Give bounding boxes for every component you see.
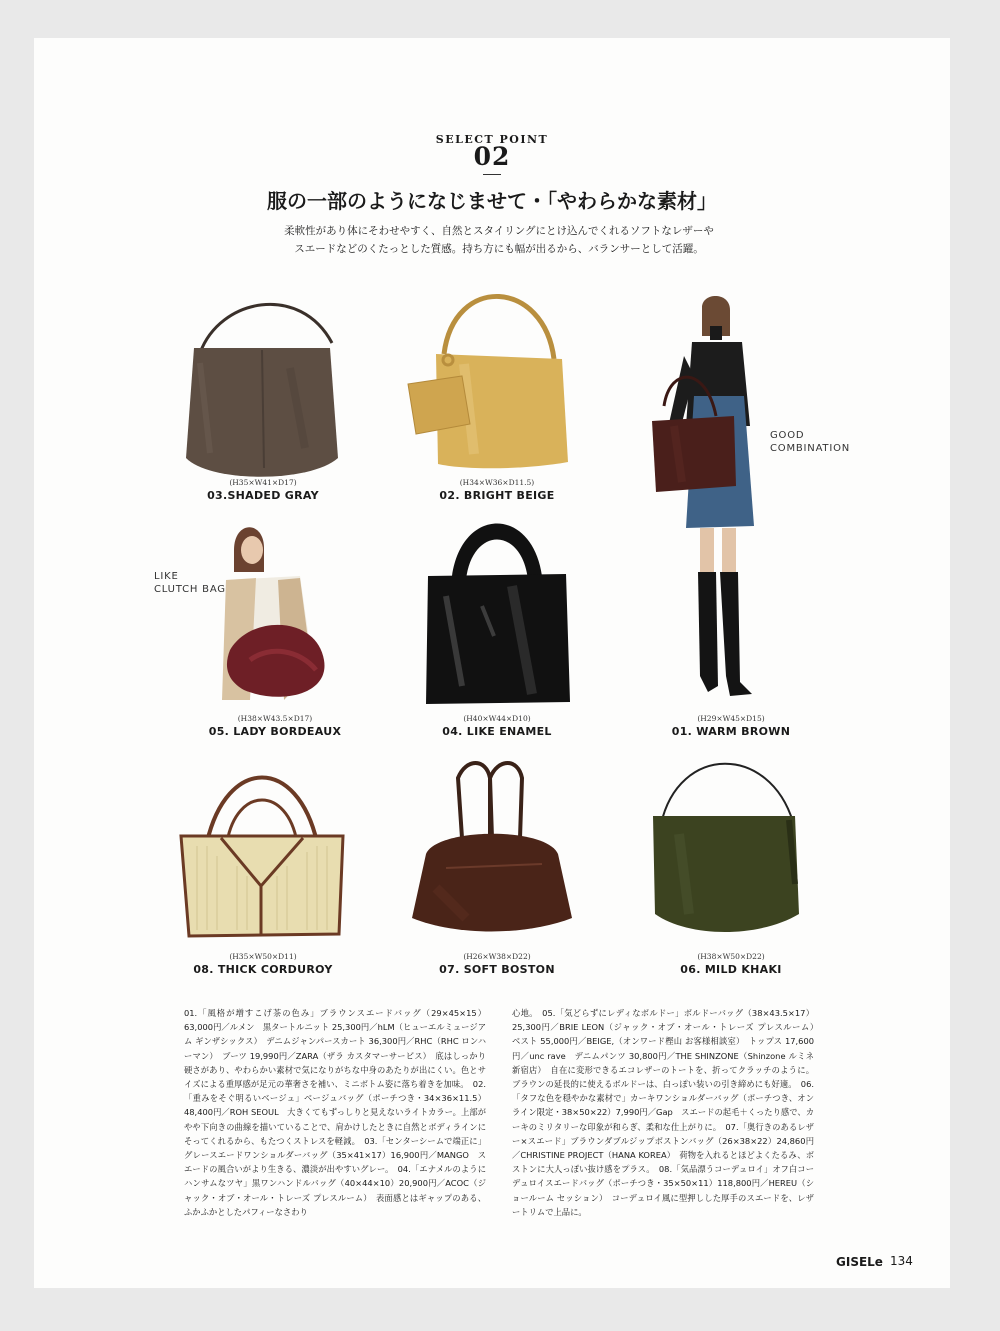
lede-line-1: 柔軟性があり体にそわせやすく、自然とスタイリングにとけ込んでくれるソフトなレザーや — [284, 225, 714, 237]
note-like-clutch-bag — [154, 570, 226, 596]
bag-image-02 — [404, 284, 574, 474]
lede-paragraph — [264, 222, 734, 258]
caption-06: 06. MILD KHAKI — [680, 963, 782, 976]
note-good-line-2: COMBINATION — [770, 443, 851, 454]
section-number: 02 — [473, 142, 511, 171]
dims-06: (H38×W50×D22) — [697, 952, 765, 961]
note-good-combination — [770, 429, 850, 455]
caption-08: 08. THICK CORDUROY — [193, 963, 333, 976]
magazine-page — [34, 38, 950, 1288]
dims-02: (H34×W36×D11.5) — [459, 478, 535, 487]
folio-page-number: 134 — [890, 1254, 913, 1268]
dims-03: (H35×W41×D17) — [229, 478, 297, 487]
folio-brand: GISELe — [836, 1255, 883, 1269]
caption-02: 02. BRIGHT BEIGE — [439, 489, 555, 502]
bag-image-08 — [177, 766, 347, 938]
bag-image-04 — [422, 516, 572, 706]
dims-08: (H35×W50×D11) — [229, 952, 297, 961]
number-underline — [483, 174, 501, 175]
note-good-line-1: GOOD — [770, 430, 805, 441]
dims-07: (H26×W38×D22) — [463, 952, 531, 961]
page-headline: 服の一部のようになじませて・「やわらかな素材」 — [267, 189, 717, 213]
section-kicker: SELECT POINT — [435, 133, 549, 146]
bag-image-07 — [406, 758, 576, 936]
body-text-right: 心地。 05.「気どらずにレディなボルドー」ボルドーバッグ（38×43.5×17）25,300円／BRIE LEON（ジャック・オブ・オール・トレーズ プレスルーム） ベスト 55,000円／BEIGE,（オンワード樫山 お客様相談室） トップス 17,600円／unc rave デニムパンツ 30,800円／THE SHINZONE（Shinzone ルミネ新宿店） 自在に変形できるエコレザーのトートを、折ってクラッチのように。ブラウンの延長的に使えるボルドーは、白っぽい装いの引き締めにも好適。 06.「タフな色を穏やかな素材で」カーキワンショルダーバッグ（ポーチつき、オンライン限定・38×50×22）7,990円／Gap スエードの起毛＋くったり感で、カーキのミリタリーな印象が和らぎ、柔和な仕上がりに。 07.「奥行きのあるレザー×スエード」ブラウンダブルジップボストンバッグ（26×38×22）24,860円／CHRISTINE PROJECT（HANA KOREA） 荷物を入れるとほどよくたるみ、ボストンに大人っぽい抜け感をプラス。 08.「気品漂うコーデュロイ」オフ白コーデュロイスエードバッグ（ポーチつき・35×50×11）118,800円／HEREU（ショールーム セッション） コーデュロイ風に型押しした厚手のスエードを、レザートリムで上品に。 — [512, 1008, 823, 1217]
note-like-line-2: CLUTCH BAG — [154, 584, 226, 595]
dims-01: (H29×W45×D15) — [697, 714, 765, 723]
dims-05: (H38×W43.5×D17) — [237, 714, 313, 723]
caption-03: 03.SHADED GRAY — [207, 489, 319, 502]
model-image-01 — [634, 296, 774, 706]
body-text-left: 01.「風格が増すこげ茶の色み」ブラウンスエードバッグ（29×45×15）63,000円／ルメン 黒タートルニット 25,300円／hLM（ヒューエルミュージアム ギンザシックス） デニムジャンパースカート 36,300円／RHC（RHC ロンハーマン） ブーツ 19,990円／ZARA（ザラ カスタマーサービス） 底はしっかり硬さがあり、やわらかい素材で気になりがちな中身のあたりが出にくい。色とサイズによる重厚感が足元の華奢さを補い、ミニボトム姿に落ち着きを加味。 02.「重みをそぐ明るいベージュ」ベージュバッグ（ポーチつき・34×36×11.5）48,400円／ROH SEOUL 大きくてもずっしりと見えないライトカラー。上部がやや下向きの曲線を描いていることで、肩かけしたときに自然とボディラインにそってくれるから、もたつくストレスを軽減。 03.「センターシームで端正に」グレースエードワンショルダーバッグ（35×41×17）16,900円／MANGO スエードの風合いがより生きる、濃淡が出やすいグレー。 04.「エナメルのようにハンサムなツヤ」黒ワンハンドルバッグ（40×44×10）20,900円／ACOC（ジャック・オブ・オール・トレーズ プレスルーム） 表面感とはギャップのある、ふかふかとしたパフィーなさわり — [184, 1008, 486, 1217]
caption-01: 01. WARM BROWN — [671, 725, 791, 738]
bag-image-06 — [649, 754, 799, 936]
lede-line-2: スエードなどのくたっとした質感。持ち方にも幅が出るから、バランサーとして活躍。 — [294, 243, 704, 255]
note-like-line-1: LIKE — [154, 571, 179, 582]
bag-image-03 — [180, 288, 340, 478]
model-image-05 — [220, 520, 330, 710]
caption-04: 04. LIKE ENAMEL — [442, 725, 552, 738]
dims-04: (H40×W44×D10) — [463, 714, 531, 723]
caption-05: 05. LADY BORDEAUX — [208, 725, 342, 738]
caption-07: 07. SOFT BOSTON — [439, 963, 555, 976]
